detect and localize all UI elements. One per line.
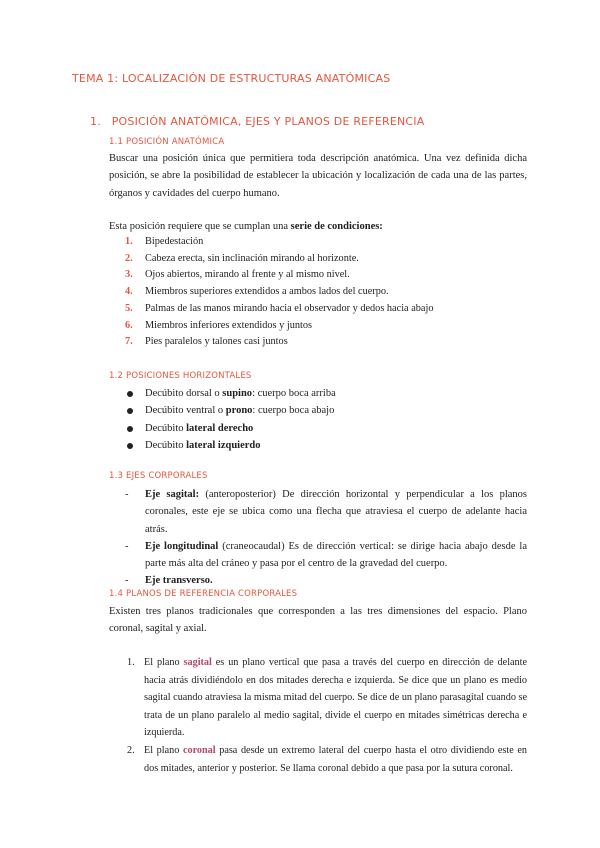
subsection-heading-1-4: 1.4 PLANOS DE REFERENCIA CORPORALES	[109, 589, 298, 599]
list-number: 2.	[127, 744, 135, 756]
bullet-icon	[127, 426, 133, 432]
list-item	[125, 420, 525, 437]
list-number: 6.	[125, 319, 133, 331]
list-number: 1.	[125, 236, 133, 247]
bold-text: prono	[225, 405, 253, 417]
highlight-term: coronal	[182, 744, 216, 756]
planes-intro	[109, 603, 527, 638]
list-item	[125, 301, 525, 318]
text: Decúbito	[145, 422, 187, 434]
text: (anteroposterior) De dirección horizontal y perpendicular a los planos coronales, este eje se ubica como una flecha que atraviesa el cuerpo de adelante hacia atrás.	[145, 489, 527, 535]
text: (craneocaudal) Es de dirección vertical: se dirige hacia abajo desde la parte más alta del cráneo y pasa por el centro de la gravedad del cuerpo.	[145, 540, 527, 570]
list-text: Miembros inferiores extendidos y juntos	[145, 319, 313, 331]
list-item	[127, 654, 527, 742]
text: El plano	[144, 657, 184, 668]
bullet-icon	[127, 443, 133, 449]
conditions-paragraph	[109, 218, 527, 235]
list-item	[125, 572, 527, 589]
subsection-heading-1-1: 1.1 POSICIÓN ANATÓMICA	[109, 137, 225, 147]
axes-list	[125, 486, 527, 590]
list-item	[125, 234, 525, 251]
list-text: Bipedestación	[145, 236, 204, 247]
planes-list	[127, 654, 527, 777]
list-text: Palmas de las manos mirando hacia el observador y dedos hacia abajo	[145, 302, 434, 314]
list-text: Miembros superiores extendidos a ambos lados del cuerpo.	[145, 286, 389, 298]
bullet-icon	[127, 391, 133, 397]
list-item	[125, 267, 525, 284]
list-number: 2.	[125, 252, 133, 264]
text: Decúbito dorsal o	[145, 388, 223, 399]
bold-text: lateral derecho	[186, 422, 254, 434]
bullet-icon	[127, 408, 133, 414]
planes-intro-text: Existen tres planos tradicionales que corresponden a las tres dimensiones del espacio. Plano coronal, sagital y axial.	[109, 606, 527, 635]
bold-text: Eje longitudinal	[145, 540, 219, 552]
dash-icon: -	[125, 489, 129, 500]
section-heading	[90, 115, 530, 128]
positions-list	[125, 385, 525, 454]
list-text: Ojos abiertos, mirando al frente y al mismo nivel.	[145, 269, 350, 281]
list-number: 1.	[127, 657, 135, 668]
section-number: 1.	[90, 115, 101, 128]
list-number: 3.	[125, 269, 133, 281]
list-item	[125, 486, 527, 538]
intro-text: Buscar una posición única que permitiera toda descripción anatómica. Una vez definida dicha posición, se abre la posibilidad de establecer la ubicación y localización de cada una de las partes, órganos y cavidades del cuerpo humano.	[109, 153, 527, 199]
highlight-term: sagital	[183, 657, 212, 668]
text: es un plano vertical que pasa a través del cuerpo en dirección de delante hacia atrás dividiéndolo en dos mitades derecha e izquierda. Se dice que un plano es medio sagital cuando atraviesa la misma mitad del cuerpo. Se dice de un plano parasagital cuando se trata de un plano paralelo al medio sagital, divide el cuerpo en mitades simétricas derecha e izquierda.	[144, 657, 528, 739]
intro-paragraph	[109, 150, 527, 202]
conditions-prefix: Esta posición requiere que se cumplan una	[109, 221, 291, 232]
section-heading-text: POSICIÓN ANATÓMICA, EJES Y PLANOS DE REFERENCIA	[111, 115, 425, 128]
list-item	[125, 334, 525, 351]
subsection-heading-1-3: 1.3 EJES CORPORALES	[109, 471, 208, 481]
dash-icon: -	[125, 540, 129, 552]
list-item	[125, 251, 525, 268]
list-item	[125, 385, 525, 402]
list-item	[125, 437, 525, 454]
conditions-text	[109, 218, 527, 235]
text: pasa desde un extremo lateral del cuerpo hasta el otro dividiendo este en dos mitades, anterior y posterior. Se llama coronal debido a que pasa por la sutura coronal.	[144, 744, 527, 774]
bold-text: Eje sagital:	[145, 489, 200, 500]
document-title: TEMA 1: LOCALIZACIÓN DE ESTRUCTURAS ANATÓMICAS	[72, 72, 391, 85]
list-item	[125, 402, 525, 419]
list-item	[125, 538, 527, 573]
conditions-list	[125, 234, 525, 351]
bold-text: Eje transverso.	[145, 575, 213, 587]
text: Decúbito ventral o	[145, 405, 226, 417]
text: : cuerpo boca arriba	[252, 388, 336, 399]
list-number: 5.	[125, 302, 133, 314]
list-text: Cabeza erecta, sin inclinación mirando al horizonte.	[145, 252, 359, 264]
list-item	[125, 284, 525, 301]
text: : cuerpo boca abajo	[252, 405, 335, 417]
conditions-bold: serie de condiciones:	[290, 221, 383, 232]
text: El plano	[144, 744, 183, 756]
list-text: Pies paralelos y talones casi juntos	[145, 336, 288, 348]
bold-text: lateral izquierdo	[186, 439, 261, 451]
dash-icon: -	[125, 575, 129, 587]
text: Decúbito	[145, 439, 187, 451]
list-number: 4.	[125, 286, 133, 298]
list-item	[127, 742, 527, 777]
bold-text: supino	[222, 388, 253, 399]
subsection-heading-1-2: 1.2 POSICIONES HORIZONTALES	[109, 371, 252, 381]
list-number: 7.	[125, 336, 133, 348]
list-item	[125, 318, 525, 335]
